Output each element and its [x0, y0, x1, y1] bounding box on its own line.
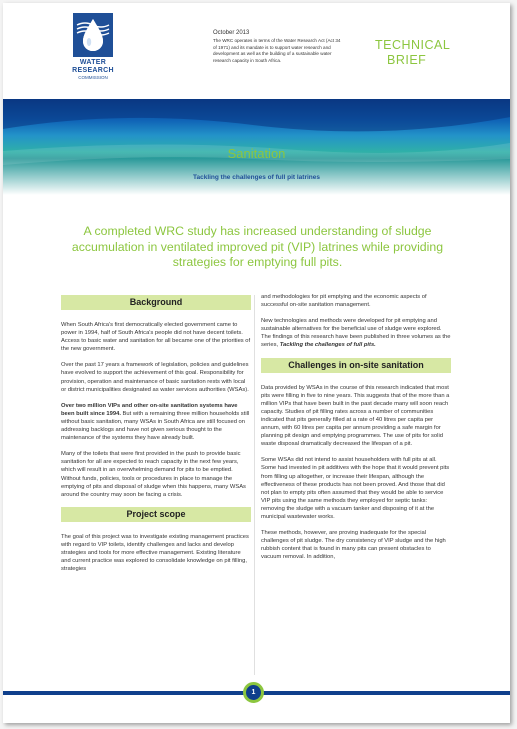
headline: A completed WRC study has increased understanding of sludge accumulation in ventilated improved pit (VIP) latrines while providing strategies for emptying full pits.: [71, 224, 444, 269]
paragraph: These methods, however, are proving inadequate for the special challenges of pit sludge. The dry consistency of VIP sludge and the high rubbish content that is found in many pits can present obstacles to vacuum removal. In addition,: [261, 530, 446, 561]
series-title: Tackling the challenges of full pits.: [279, 342, 376, 349]
banner-title: Sanitation: [227, 146, 286, 161]
paragraph: and methodologies for pit emptying and the economic aspects of successful on-site sanitation management.: [261, 294, 427, 309]
background-heading: Background: [61, 295, 251, 310]
brief-line2: BRIEF: [387, 53, 427, 67]
water-drop-icon: [73, 13, 113, 57]
technical-brief-label: [375, 38, 450, 68]
page-number: 1: [243, 682, 264, 703]
bold-lead: Over two million VIPs and other on-site sanitation systems have been built since 1994.: [61, 402, 238, 417]
left-column: [61, 295, 251, 581]
paragraph: Many of the toilets that were first provided in the push to provide basic sanitation for all are expected to reach capacity in the next few years, which will result in an overwhelming demand for pits to be emptied. Without funds, policies, tools or procedures in place to manage the emptying of pits and disposal of sludge when this happens, many WSAs around the country may soon be facing a crisis.: [61, 451, 246, 498]
paragraph-rest: But with a remaining three million households still without basic sanitation, many WSAs in South Africa are still focused on addressing backlogs and have not given serious thought to the maintenance of the systems they have already built.: [61, 410, 250, 442]
brief-line1: TECHNICAL: [375, 38, 451, 52]
paragraph: [261, 317, 451, 349]
project-scope-heading: Project scope: [61, 507, 251, 522]
paragraph: The goal of this project was to investigate existing management practices with regard to VIP toilets, identify challenges and lacks and develop strategies and tools for more effective management. Existing literature and current practice was explored to consolidate knowledge on pit filling, strategies: [61, 533, 249, 573]
logo-sub: COMMISSION: [78, 75, 108, 80]
right-column: [261, 293, 451, 569]
challenges-heading: Challenges in on-site sanitation: [261, 358, 451, 373]
paragraph-start: New technologies and methods were developed for pit emptying and sustainable alternatives for the beneficial use of sludge were explored. The findings of this research have been published in three volumes as the series,: [261, 318, 451, 349]
paragraph: When South Africa's first democratically elected government came to power in 1994, half of South Africa's people did not have decent toilets. Access to basic water and sanitation for all became one of the priorities of the new government.: [61, 322, 251, 353]
issue-info: [213, 30, 343, 64]
logo-name: WATER: [79, 59, 107, 66]
issue-date: October 2013: [213, 30, 250, 36]
logo-name2: RESEARCH: [72, 67, 114, 74]
banner-subtitle: Tackling the challenges of full pit latrines: [192, 174, 320, 181]
issue-note: The WRC operates in terms of the Water Research Act (Act 34 of 1971) and its mandate is to support water research and development as well as the building of a sustainable water research capacity in South Africa.: [213, 38, 341, 63]
column-divider: [254, 295, 255, 675]
logo-wordmark: [61, 59, 125, 75]
paragraph: [61, 402, 251, 442]
paragraph: Over the past 17 years a framework of legislation, policies and guidelines have evolved to support the achievement of this goal. Responsibility for provision, operation and maintenance of basic sanitation rests with local or district municipalities designated as water services authorities (WSAs).: [61, 362, 249, 393]
paragraph: Some WSAs did not intend to assist householders with full pits at all. Some had invested in pit additives with the hope that it would prevent pits from filling up altogether, or increase their lifespan, although the effectiveness of these products has not been proved. And those that did not plan to empty pits often assumed that they would be able to service VIP pits using the same methods they employed for septic tanks: removing the sludge with a vacuum tanker and disposing of it at the municipal wastewater works.: [261, 457, 450, 520]
document-page: [3, 3, 510, 723]
wrc-logo: [61, 13, 125, 93]
paragraph: Data provided by WSAs in the course of this research indicated that most pits were filling in five to nine years. This suggests that of the more than a million VIPs that have been built in the past decade many will soon reach capacity. Studies of pit filling rates across a number of communities indicated that pits generally filled at a rate of 40 litres per capita per annum, with 60 litres per capita per annum providing a safe margin for planning pit design and emptying programmes. The use of pits for solid waste disposal dramatically decreased the lifespan of a pit.: [261, 384, 450, 448]
